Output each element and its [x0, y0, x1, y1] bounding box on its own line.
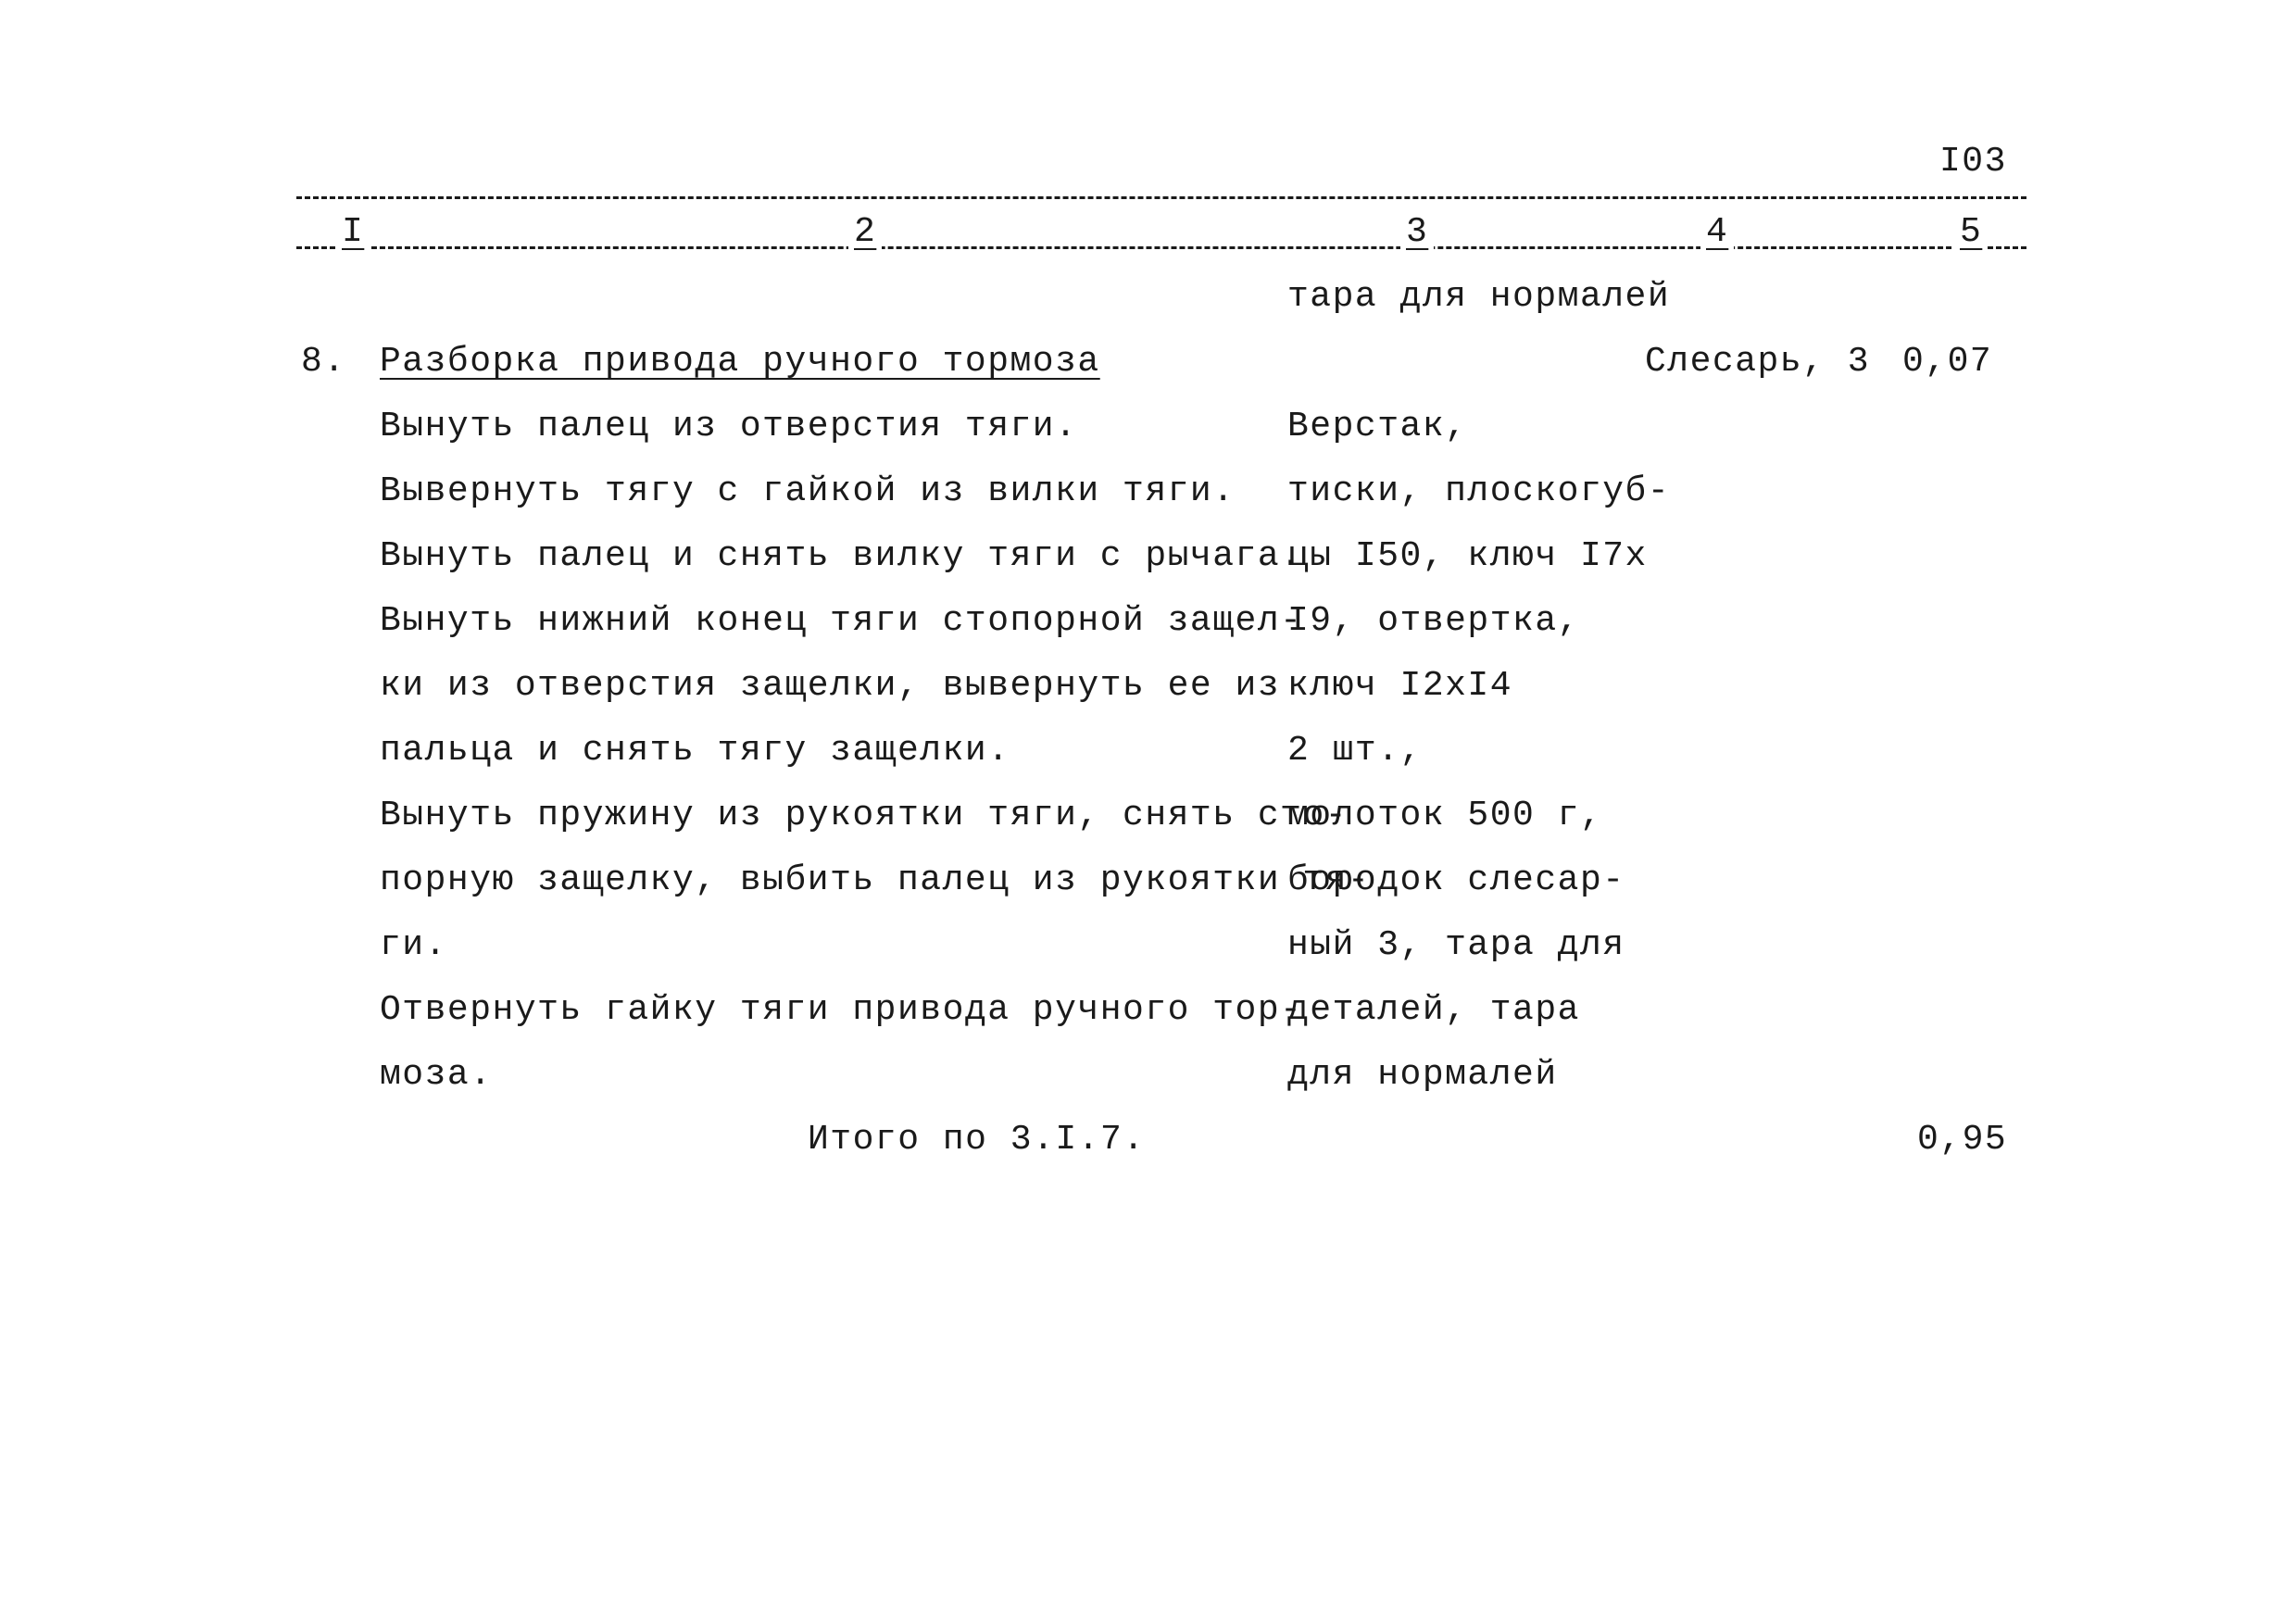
continuation-tools: тара для нормалей — [1287, 277, 1671, 317]
column-header-5: 5 — [1954, 215, 1988, 250]
step-line: Вынуть палец из отверстия тяги. — [380, 407, 1078, 446]
step-line: ги. — [380, 925, 447, 965]
tool-line: тиски, плоскогуб- — [1287, 471, 1671, 511]
header-bottom-rule — [296, 246, 2026, 249]
tool-line: ный 3, тара для — [1287, 925, 1625, 965]
tool-line: Верстак, — [1287, 407, 1468, 446]
step-line: ки из отверстия защелки, вывернуть ее из — [380, 666, 1281, 706]
operation-worker: Слесарь, 3 — [1645, 342, 1871, 382]
column-header-4: 4 — [1700, 215, 1734, 250]
operation-time: 0,07 — [1902, 342, 1993, 382]
step-line: моза. — [380, 1055, 493, 1095]
step-line: Вынуть нижний конец тяги стопорной защел- — [380, 601, 1303, 641]
total-label: Итого по 3.I.7. — [808, 1120, 1146, 1160]
step-line: Вывернуть тягу с гайкой из вилки тяги. — [380, 471, 1236, 511]
operation-number: 8. — [301, 342, 346, 382]
tool-line: ключ I2хI4 — [1287, 666, 1513, 706]
column-header-2: 2 — [848, 215, 882, 250]
page-number: I03 — [1939, 142, 2007, 182]
total-value: 0,95 — [1917, 1120, 2008, 1160]
step-line: порную защелку, выбить палец из рукоятки тя- — [380, 860, 1371, 900]
column-header-3: 3 — [1400, 215, 1434, 250]
tool-line: бородок слесар- — [1287, 860, 1625, 900]
step-line: Отвернуть гайку тяги привода ручного тор- — [380, 990, 1303, 1030]
tool-line: деталей, тара — [1287, 990, 1580, 1030]
tool-line: молоток 500 г, — [1287, 796, 1603, 835]
column-header-1: I — [336, 215, 370, 250]
header-top-rule — [296, 196, 2026, 199]
operation-title: Разборка привода ручного тормоза — [380, 342, 1100, 382]
step-line: пальца и снять тягу защелки. — [380, 731, 1010, 771]
tool-line: 2 шт., — [1287, 731, 1423, 771]
step-line: Вынуть палец и снять вилку тяги с рычага. — [380, 536, 1303, 576]
step-line: Вынуть пружину из рукоятки тяги, снять сто- — [380, 796, 1349, 835]
tool-line: для нормалей — [1287, 1055, 1558, 1095]
tool-line: I9, отвертка, — [1287, 601, 1580, 641]
tool-line: цы I50, ключ I7х — [1287, 536, 1648, 576]
